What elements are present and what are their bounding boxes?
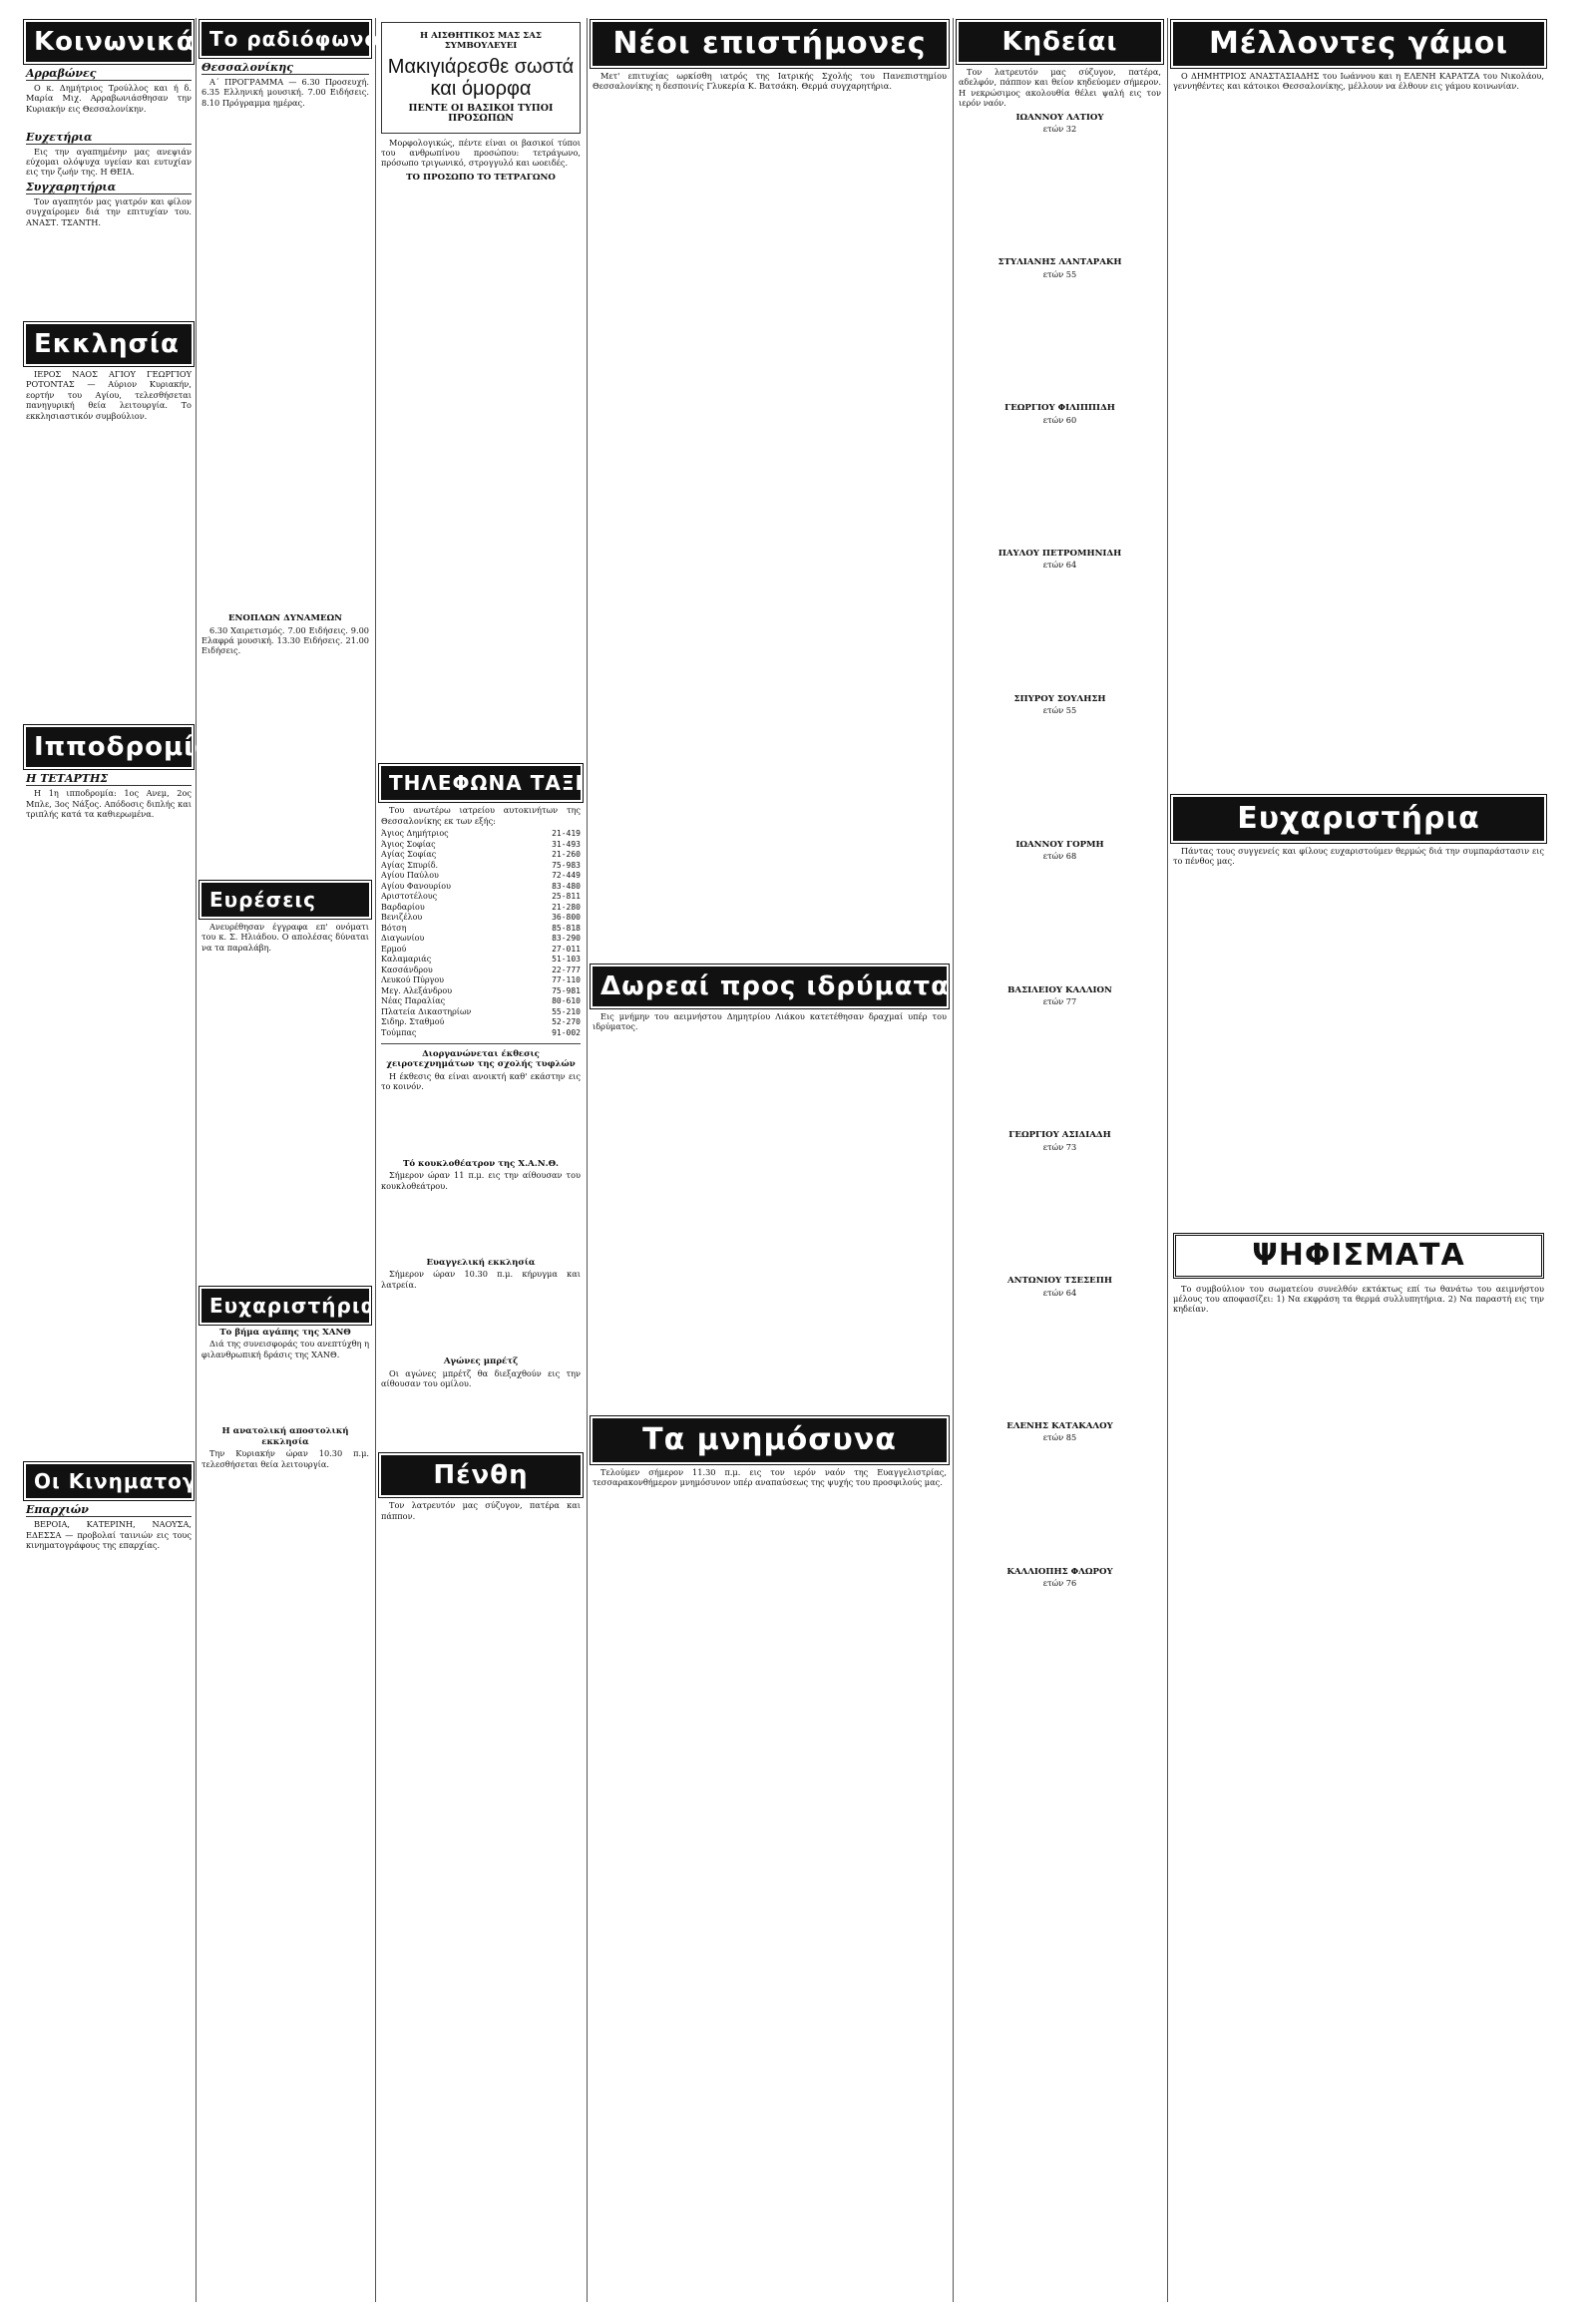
spacer	[959, 134, 1161, 253]
phone-row	[381, 882, 581, 893]
phone-station-name: Καλαμαριάς	[381, 955, 432, 965]
spacer	[959, 279, 1161, 399]
phones-subtitle: Του ανωτέρω ιατρείου αυτοκινήτων της Θεσσαλονίκης εκ των εξής:	[381, 805, 581, 826]
funeral-age: ετών 55	[1042, 268, 1077, 279]
phone-number: 80-610	[552, 996, 581, 1006]
section-header-thanks: Ευχαριστήρια	[201, 1289, 369, 1323]
funeral-age: ετών 60	[1042, 414, 1077, 425]
spacer	[1173, 870, 1544, 1229]
section-header-thank-you-notes: Ευχαριστήρια	[1173, 797, 1544, 841]
article-text: Τον αγαπητόν μας γιατρόν και φίλον συγχαίρομεν διά την επιτυχίαν του. ΑΝΑΣΤ. ΤΣΑΝΤΗ.	[26, 195, 192, 227]
phone-station-name: Πλατεία Δικαστηρίων	[381, 1006, 472, 1016]
taxi-phones-table	[381, 829, 581, 1038]
phone-row	[381, 1028, 581, 1039]
funeral-age: ετών 76	[1042, 1578, 1077, 1589]
ad-headline: Μακιγιάρεσθε σωστά και όμορφα	[387, 55, 575, 100]
article-text: Το συμβούλιον του σωματείου συνελθόν εκτάκτως επί τω θανάτω του αειμνήστου μέλους του αποφασίζει: 1) Να εκφράση τα θερμά συλλυπητήρια. 2) Να παραστή εις την κηδείαν.	[1173, 1283, 1544, 1315]
phone-station-name: Κασσάνδρου	[381, 965, 433, 974]
section-header-horse-races: Ιπποδρομίαι	[26, 727, 192, 767]
phone-number: 75-983	[552, 860, 581, 870]
section-header-radio: Το ραδιόφωνον	[201, 22, 369, 56]
section-header-funerals: Κηδείαι	[959, 22, 1161, 62]
funeral-age: ετών 64	[1042, 1287, 1077, 1298]
section-header-findings: Ευρέσεις	[201, 883, 369, 917]
spacer	[26, 822, 192, 1460]
spacer	[201, 659, 369, 879]
article-text: Ο κ. Δημήτριος Τρούλλος και ή δ. Μαρία Μιχ. Αρραβωνιάσθησαν την Κυριακήν εις Θεσσαλονίκην.	[26, 83, 192, 114]
phone-row	[381, 934, 581, 945]
spacer	[959, 1443, 1161, 1563]
phone-number: 21-419	[552, 829, 581, 839]
subsection-title: Ευαγγελική εκκλησία	[426, 1257, 536, 1268]
filler-text	[26, 117, 192, 127]
phone-row	[381, 996, 581, 1007]
spacer	[26, 424, 192, 723]
funeral-age: ετών 32	[1042, 124, 1077, 135]
phone-row	[381, 850, 581, 861]
section-header-taxi-phones: ΤΗΛΕΦΩΝΑ ΤΑΞΙ	[381, 766, 581, 800]
spacer	[959, 716, 1161, 836]
divider	[381, 1043, 581, 1044]
article-text: Η έκθεσις θα είναι ανοικτή καθ' εκάστην εις το κοινόν.	[381, 1070, 581, 1092]
phone-station-name: Λευκού Πύργου	[381, 975, 445, 985]
funeral-name: ΙΩΑΝΝΟΥ ΛΑΤΙΟΥ	[1015, 112, 1104, 123]
spacer	[381, 1194, 581, 1254]
funeral-name: ΣΤΥΛΙΑΝΗΣ ΛΑΝΤΑΡΑΚΗ	[998, 257, 1122, 268]
funeral-name: ΠΑΥΛΟΥ ΠΕΤΡΟΜΗΝΙΔΗ	[998, 549, 1122, 560]
subsection-title: Η ΤΕΤΑΡΤΗΣ	[26, 772, 192, 786]
phone-number: 27-011	[552, 944, 581, 954]
article-text: Μετ' επιτυχίας ωρκίσθη ιατρός της Ιατρικής Σχολής του Πανεπιστημίου Θεσσαλονίκης η δεσποινίς Γλυκερία Κ. Βατσάκη. Θερμά συγχαρητήρια.	[593, 71, 947, 92]
funeral-age: ετών 85	[1042, 1432, 1077, 1443]
column-rule	[375, 18, 376, 2302]
funeral-name: ΑΝΤΩΝΙΟΥ ΤΣΕΣΕΠΗ	[1007, 1276, 1112, 1287]
article-text: ΒΕΡΟΙΑ, ΚΑΤΕΡΙΝΗ, ΝΑΟΥΣΑ, ΕΔΕΣΣΑ — προβολαί ταινιών εις τους κινηματογράφους της επαρχίας.	[26, 1519, 192, 1551]
phone-number: 55-210	[552, 1006, 581, 1016]
phone-number: 52-270	[552, 1017, 581, 1027]
section-header-social: Κοινωνικά	[26, 22, 192, 62]
column-rule	[1167, 18, 1168, 2302]
phone-number: 83-290	[552, 934, 581, 944]
phone-row	[381, 913, 581, 924]
article-text: Οι αγώνες μπρέτζ θα διεξαχθούν εις την αίθουσαν του ομίλου.	[381, 1367, 581, 1388]
spacer	[201, 956, 369, 1285]
article-text: Τελούμεν σήμερον 11.30 π.μ. εις τον ιερόν ναόν της Ευαγγελιστρίας, τεσσαρακονθήμερον μνημόσυνον υπέρ αναπαύσεως της ψυχής του προσφιλούς μας.	[593, 1466, 947, 1488]
spacer	[959, 1298, 1161, 1417]
article-text: Την Κυριακήν ώραν 10.30 π.μ. τελεσθήσεται θεία λειτουργία.	[201, 1448, 369, 1469]
phone-number: 72-449	[552, 871, 581, 881]
phone-row	[381, 955, 581, 966]
phone-station-name: Άγιος Σοφίας	[381, 839, 436, 849]
phone-number: 25-811	[552, 892, 581, 902]
phone-number: 31-493	[552, 839, 581, 849]
phone-row	[381, 975, 581, 986]
phone-station-name: Σιδηρ. Σταθμού	[381, 1017, 445, 1027]
section-header-future-weddings: Μέλλοντες γάμοι	[1173, 22, 1544, 66]
spacer	[593, 1035, 947, 1414]
subsection-title: Επαρχιών	[26, 1503, 192, 1517]
phone-number: 75-981	[552, 985, 581, 995]
phone-row	[381, 829, 581, 840]
section-title: ΤΟ ΠΡΟΣΩΠΟ ΤΟ ΤΕΤΡΑΓΩΝΟ	[406, 172, 556, 183]
funeral-name: ΓΕΩΡΓΙΟΥ ΦΙΛΙΠΠΙΔΗ	[1004, 403, 1115, 414]
phone-row	[381, 1007, 581, 1018]
column-rule	[587, 18, 588, 2302]
phone-number: 77-110	[552, 975, 581, 985]
funeral-name: ΕΛΕΝΗΣ ΚΑΤΑΚΑΛΟΥ	[1006, 1420, 1113, 1431]
phone-number: 21-280	[552, 902, 581, 912]
spacer	[959, 862, 1161, 981]
phone-station-name: Διαγωνίου	[381, 934, 425, 944]
phone-row	[381, 871, 581, 882]
subsection-title: Θεσσαλονίκης	[201, 61, 369, 75]
subsection-title: Ευχετήρια	[26, 131, 192, 145]
article-text: Ανευρέθησαν έγγραφα επ' ονόματι του κ. Σ. Ηλιάδου. Ο απολέσας δύναται να τα παραλάβη.	[201, 921, 369, 953]
subsection-title: Αγώνες μπρέτζ	[443, 1356, 519, 1367]
spacer	[1173, 95, 1544, 793]
subsection-title: Η ανατολική αποστολική εκκλησία	[221, 1426, 349, 1447]
section-header-resolutions: ΨΗΦΙΣΜΑΤΑ	[1173, 1233, 1544, 1279]
article-text: Τον λατρευτόν μας σύζυγον, πατέρα, αδελφόν, πάππον και θείον κηδεύομεν σήμερον. Η νεκρώσιμος ακολουθία θέλει ψαλή εις τον ιερόν ναόν.	[959, 67, 1161, 109]
phone-number: 91-002	[552, 1027, 581, 1037]
phone-station-name: Βαρδαρίου	[381, 902, 425, 912]
column-3	[381, 18, 584, 2297]
subsection-title: Τό κουκλοθέατρον της Χ.Α.Ν.Θ.	[402, 1158, 560, 1169]
phone-number: 83-480	[552, 881, 581, 891]
article-text: Εις μνήμην του αειμνήστου Δημητρίου Λιάκου κατετέθησαν δραχμαί υπέρ του ιδρύματος.	[593, 1010, 947, 1032]
phone-row	[381, 966, 581, 976]
subsection-title: Το βήμα αγάπης της ΧΑΝΘ	[219, 1328, 351, 1339]
article-text: Τον λατρευτόν μας σύζυγον, πατέρα και πάππον.	[381, 1500, 581, 1521]
subsection-title: Διοργανώνεται έκθεσις χειροτεχνημάτων της σχολής τυφλών	[386, 1049, 576, 1070]
phone-number: 51-103	[552, 955, 581, 965]
article-text: Σήμερον ώραν 10.30 π.μ. κήρυγμα και λατρεία.	[381, 1269, 581, 1290]
phone-station-name: Βότση	[381, 923, 407, 933]
spacer	[959, 1589, 1161, 1709]
column-6	[1173, 18, 1544, 2297]
phone-number: 22-777	[552, 965, 581, 974]
section-header-new-scientists: Νέοι επιστήμονες	[593, 22, 947, 66]
funeral-age: ετών 68	[1042, 851, 1077, 862]
section-header-donations: Δωρεαί προς ιδρύματα	[593, 967, 947, 1006]
phone-number: 85-818	[552, 923, 581, 933]
phone-row	[381, 892, 581, 903]
phone-row	[381, 903, 581, 914]
article-text: Α΄ ΠΡΟΓΡΑΜΜΑ — 6.30 Προσευχή. 6.35 Ελληνική μουσική. 7.00 Ειδήσεις. 8.10 Πρόγραμμα ημέρας.	[201, 77, 369, 108]
article-text: Σήμερον ώραν 11 π.μ. εις την αίθουσαν του κουκλοθεάτρου.	[381, 1170, 581, 1191]
spacer	[593, 95, 947, 963]
phone-number: 36-800	[552, 913, 581, 923]
phone-station-name: Αγίου Φανουρίου	[381, 881, 451, 891]
phone-station-name: Αγίας Σπυρίδ.	[381, 860, 439, 870]
phone-station-name: Βενιζέλου	[381, 913, 423, 923]
phone-row	[381, 1017, 581, 1028]
article-text: Πάντας τους συγγενείς και φίλους ευχαριστούμεν θερμώς διά την συμπαράστασιν εις το πένθος μας.	[1173, 845, 1544, 867]
spacer	[381, 1293, 581, 1353]
funeral-age: ετών 73	[1042, 1141, 1077, 1152]
phone-row	[381, 945, 581, 956]
phone-number: 21-260	[552, 850, 581, 860]
beauty-advice-box	[381, 22, 581, 134]
subsection-title: Συγχαρητήρια	[26, 181, 192, 194]
funeral-name: ΒΑΣΙΛΕΙΟΥ ΚΑΛΛΙΟΝ	[1007, 984, 1112, 995]
funeral-name: ΙΩΑΝΝΟΥ ΓΟΡΜΗ	[1015, 839, 1104, 850]
phone-row	[381, 861, 581, 872]
column-rule	[196, 18, 197, 2302]
spacer	[201, 111, 369, 609]
phone-station-name: Άγιος Δημήτριος	[381, 829, 449, 839]
phone-row	[381, 986, 581, 997]
article-text: 6.30 Χαιρετισμός. 7.00 Ειδήσεις. 9.00 Ελαφρά μουσική. 13.30 Ειδήσεις. 21.00 Ειδήσεις.	[201, 624, 369, 656]
spacer	[381, 184, 581, 762]
section-header-memorials: Τα μνημόσυνα	[593, 1418, 947, 1462]
spacer	[26, 230, 192, 320]
article-text: Η 1η ιπποδρομία: 1ος Ανεμ, 2ος Μπλε, 3ος Νάξος. Απόδοσις διπλής και τριπλής κατά τα καθιερωμένα.	[26, 788, 192, 819]
article-text: Εις την αγαπημένην μας ανεψιάν εύχομαι ολόψυχα υγείαν και ευτυχίαν εις την ζωήν της. Η ΘΕΙΑ.	[26, 146, 192, 178]
funeral-name: ΚΑΛΛΙΟΠΗΣ ΦΛΩΡΟΥ	[1006, 1566, 1113, 1577]
funeral-name: ΣΠΥΡΟΥ ΣΟΥΛΗΣΗ	[1013, 693, 1106, 704]
section-header-church: Εκκλησία	[26, 324, 192, 364]
subsection-title: Αρραβώνες	[26, 67, 192, 81]
phone-row	[381, 924, 581, 935]
section-header-cinemas: Οι Κινηματογράφοι	[26, 1464, 192, 1498]
spacer	[381, 1391, 581, 1451]
spacer	[381, 1095, 581, 1155]
phone-station-name: Ερμού	[381, 944, 407, 954]
phone-station-name: Αγίας Σοφίας	[381, 850, 437, 860]
funeral-age: ετών 77	[1042, 995, 1077, 1006]
funeral-name: ΓΕΩΡΓΙΟΥ ΑΣΙΔΙΑΔΗ	[1008, 1130, 1111, 1141]
phone-station-name: Νέας Παραλίας	[381, 996, 446, 1006]
article-text: Μορφολογικώς, πέντε είναι οι βασικοί τύποι του ανθρωπίνου προσώπου: τετράγωνο, πρόσωπο τριγωνικό, στρογγυλό και ωοειδές.	[381, 137, 581, 169]
spacer	[959, 1006, 1161, 1126]
article-text: Ο ΔΗΜΗΤΡΙΟΣ ΑΝΑΣΤΑΣΙΑΔΗΣ του Ιωάννου και η ΕΛΕΝΗ ΚΑΡΑΤΖΑ του Νικολάου, γεννηθέντες και κάτοικοι Θεσσαλονίκης, μέλλουν να έλθουν εις γάμου κοινωνίαν.	[1173, 71, 1544, 92]
article-text: Διά της συνεισφοράς του ανεπτύχθη η φιλανθρωπική δράσις της ΧΑΝΘ.	[201, 1339, 369, 1359]
spacer	[959, 1152, 1161, 1272]
phone-station-name: Αγίου Παύλου	[381, 871, 439, 881]
subsection-title: ΕΝΟΠΛΩΝ ΔΥΝΑΜΕΩΝ	[227, 613, 343, 624]
column-4	[593, 18, 950, 2297]
funeral-list	[959, 113, 1161, 1709]
section-header-mourning: Πένθη	[381, 1455, 581, 1495]
phone-row	[381, 840, 581, 851]
ad-kicker: Η ΑΙΣΘΗΤΙΚΟΣ ΜΑΣ ΣΑΣ ΣΥΜΒΟΥΛΕΥΕΙ	[420, 31, 542, 52]
funeral-age: ετών 64	[1042, 560, 1077, 571]
funeral-age: ετών 55	[1042, 705, 1077, 716]
phone-station-name: Μεγ. Αλεξάνδρου	[381, 985, 453, 995]
phone-station-name: Τούμπας	[381, 1027, 417, 1037]
column-rule	[953, 18, 954, 2302]
spacer	[959, 571, 1161, 690]
spacer	[201, 1362, 369, 1422]
spacer	[959, 425, 1161, 545]
ad-subhead: ΠΕΝΤΕ ΟΙ ΒΑΣΙΚΟΙ ΤΥΠΟΙ ΠΡΟΣΩΠΩΝ	[408, 102, 554, 125]
article-text: ΙΕΡΟΣ ΝΑΟΣ ΑΓΙΟΥ ΓΕΩΡΓΙΟΥ ΡΟΤΟΝΤΑΣ — Αύριον Κυριακήν, εορτήν του Αγίου, τελεσθήσεται πανηγυρική θεία λειτουργία. Το εκκλησιαστικόν συμβούλιον.	[26, 369, 192, 421]
column-5	[959, 18, 1161, 2297]
phone-station-name: Αριστοτέλους	[381, 892, 438, 902]
